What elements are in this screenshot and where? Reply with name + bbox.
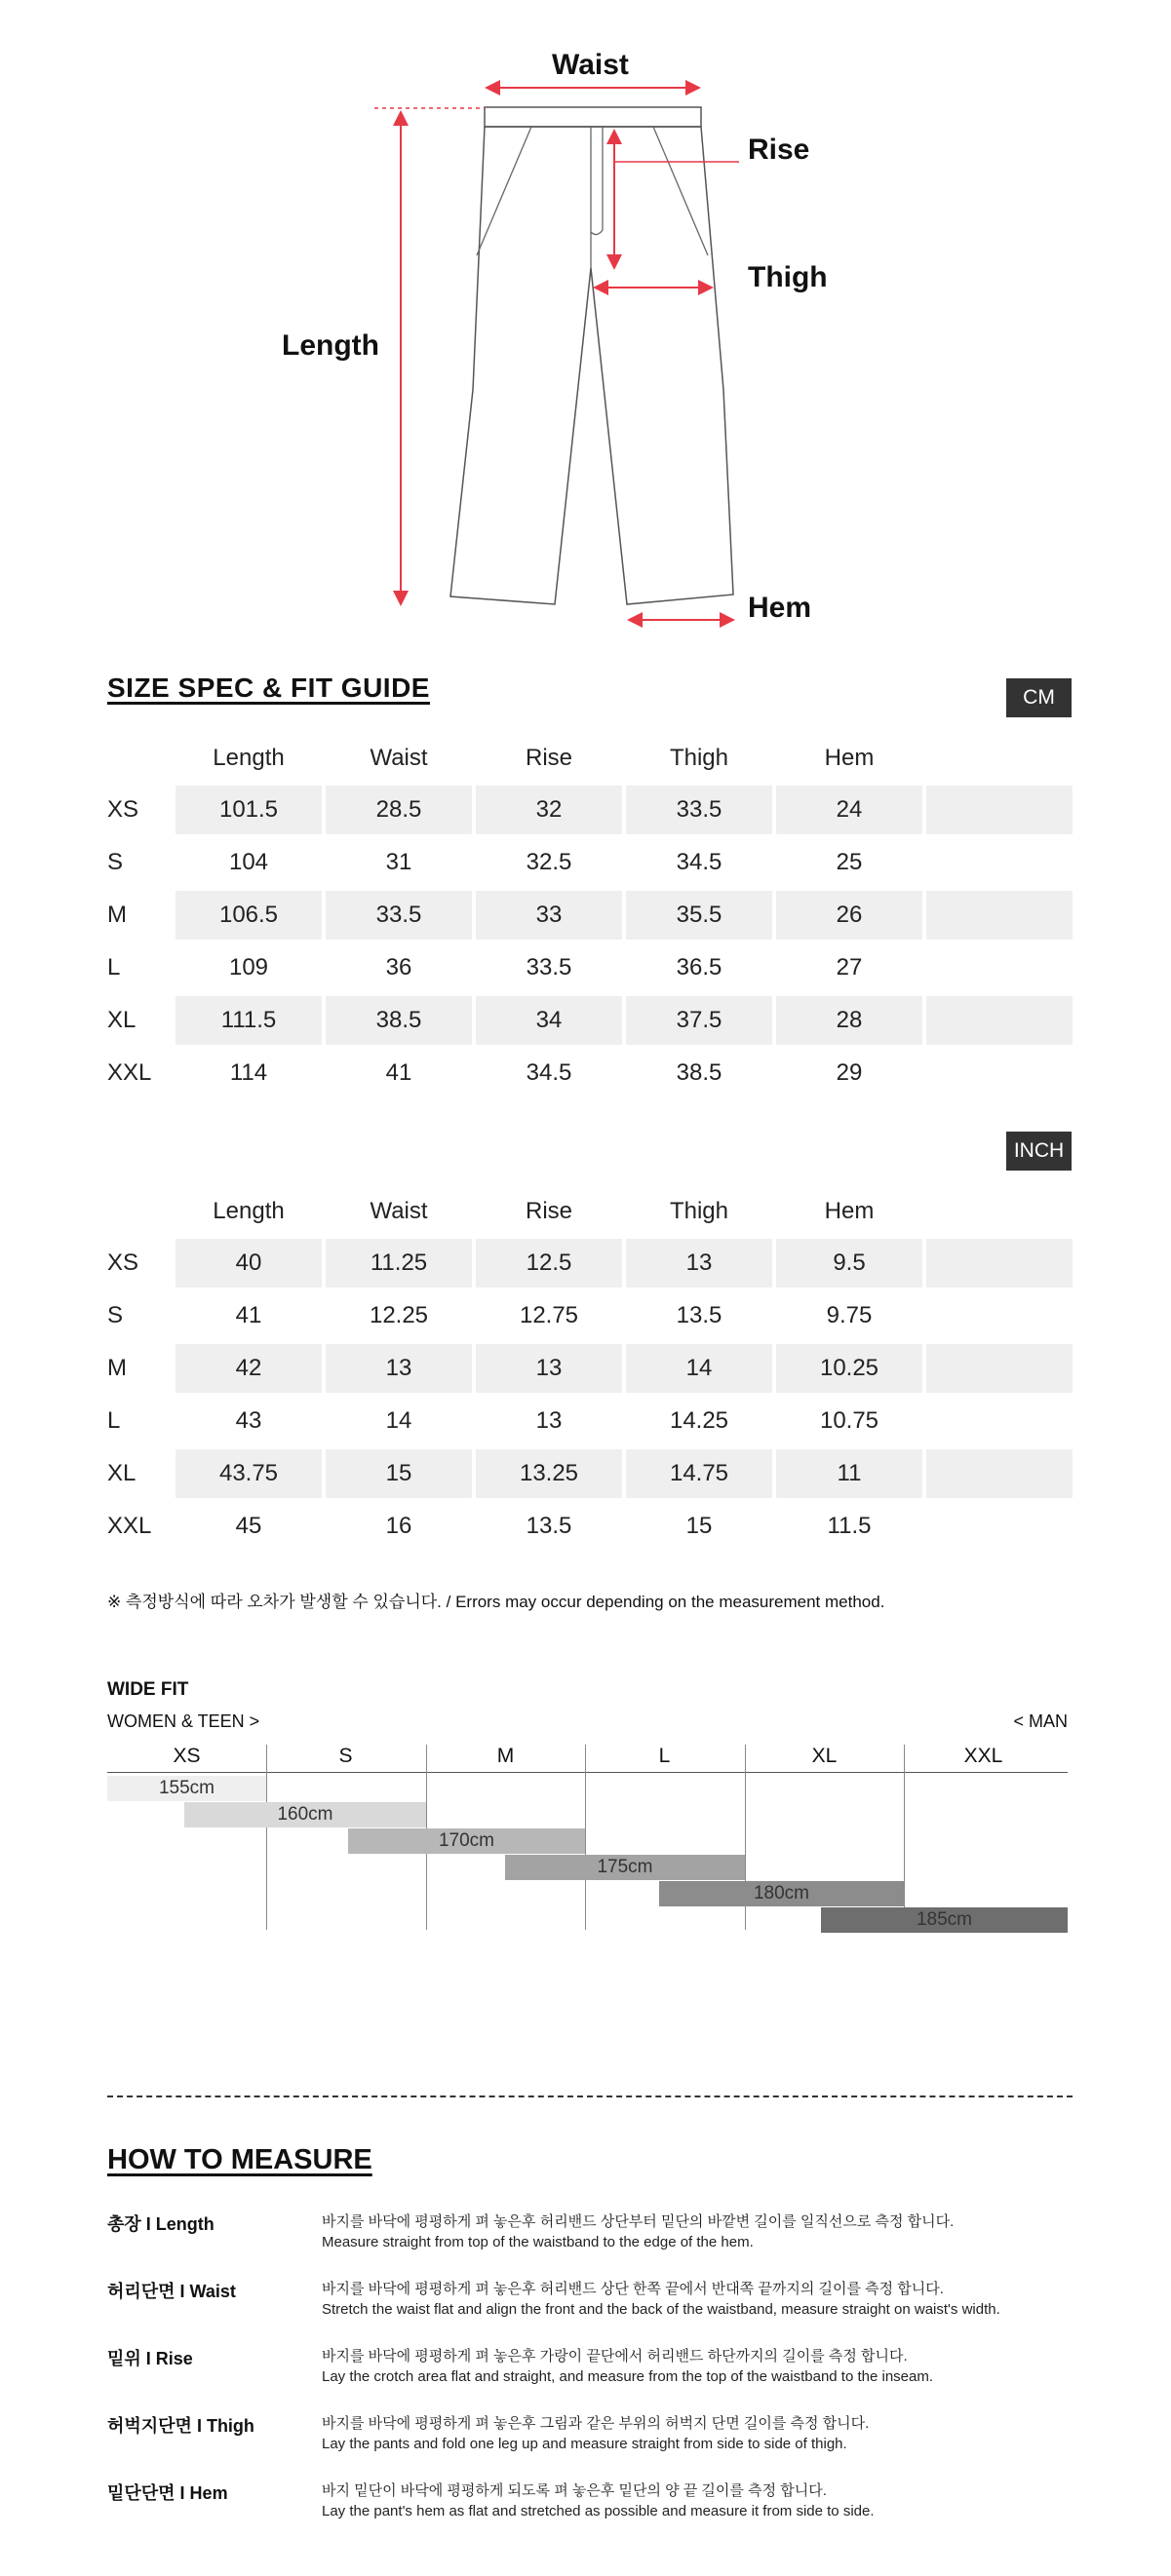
pants-illustration [0,0,1171,643]
column-header [926,1192,1073,1231]
fit-axis-line [107,1772,1068,1773]
table-cell: 37.5 [626,996,772,1045]
table-cell: 101.5 [176,786,322,834]
measure-label: 허벅지단면 I Thigh [107,2416,254,2436]
table-cell: 14.75 [626,1449,772,1498]
table-cell: 31 [385,849,412,875]
measure-item-hem [107,2480,1073,2528]
table-row [107,1049,1073,1097]
measure-desc-ko: 바지를 바닥에 평평하게 펴 놓은후 그림과 같은 부위의 허벅지 단면 길이를 측정 합니다. [322,2415,870,2432]
size-spec-title: SIZE SPEC & FIT GUIDE [107,673,430,703]
waist-label: Waist [552,49,629,81]
table-cell: 25 [836,849,863,875]
table-cell: 109 [228,954,269,980]
table-cell: 38.5 [676,1059,722,1086]
table-cell [926,1049,1073,1097]
pants-measurement-diagram [0,0,1171,643]
fit-height-bar: 175cm [505,1855,745,1880]
measure-desc-ko: 바지를 바닥에 평평하게 펴 놓은후 허리밴드 상단 한쪽 끝에서 반대쪽 끝까지의 길이를 측정 합니다. [322,2281,944,2297]
fit-height-bar: 170cm [348,1828,585,1854]
fit-size-label: L [658,1745,671,1767]
column-header: Hem [824,745,875,771]
table-row [107,1239,1073,1288]
measure-desc-en: Lay the crotch area flat and straight, and measure from the top of the waistband to the inseam. [322,2368,934,2385]
table-cell [926,943,1073,992]
table-cell: 12.75 [519,1302,579,1328]
table-cell: 36 [385,954,412,980]
fit-size-label: XL [811,1745,838,1767]
table-cell: 12.25 [369,1302,429,1328]
table-cell: 27 [836,954,863,980]
size-label: XXL [107,1513,152,1539]
size-table-inch [107,1192,1073,1562]
measure-label: 밑위 I Rise [107,2349,193,2368]
measure-desc-en: Measure straight from top of the waistband to the edge of the hem. [322,2234,754,2250]
fit-divider [266,1745,267,1930]
table-cell: 33.5 [326,891,472,940]
table-cell: 33.5 [526,954,572,980]
table-cell: 35.5 [626,891,772,940]
size-label: XL [107,1007,137,1033]
fit-title: WIDE FIT [107,1679,189,1700]
pants-outline [450,127,733,604]
size-table-cm [107,739,1073,1109]
table-cell: 13.25 [476,1449,622,1498]
table-cell: 36.5 [676,954,722,980]
measure-label: 허리단면 I Waist [107,2282,236,2301]
column-header: Length [213,745,285,771]
table-cell: 9.75 [826,1302,873,1328]
table-cell [926,1397,1073,1445]
size-label: S [107,1302,124,1328]
table-cell: 10.25 [776,1344,922,1393]
section-divider [107,2095,1073,2097]
unit-badge-cm: CM [1006,678,1072,717]
table-cell: 41 [235,1302,262,1328]
table-cell: 24 [776,786,922,834]
table-cell: 10.75 [819,1407,879,1434]
table-cell: 38.5 [326,996,472,1045]
fit-left-label: WOMEN & TEEN > [107,1711,260,1731]
table-cell: 13 [476,1344,622,1393]
column-header: Waist [370,745,428,771]
table-cell: 34.5 [676,849,722,875]
table-cell: 28.5 [326,786,472,834]
table-cell: 16 [385,1513,412,1539]
table-cell: 11.5 [827,1513,872,1539]
how-to-measure-title: HOW TO MEASURE [107,2144,372,2175]
measure-item-length [107,2211,1073,2259]
table-cell: 15 [685,1513,713,1539]
measure-desc-en: Stretch the waist flat and align the front and the back of the waistband, measure straight on waist's width. [322,2301,1000,2318]
table-row [107,996,1073,1045]
fit-height-bar: 180cm [659,1881,904,1906]
size-label: M [107,902,127,928]
measure-desc-ko: 바지 밑단이 바닥에 평평하게 되도록 펴 놓은후 밑단의 양 끝 길이를 측정 합니다. [322,2482,827,2499]
table-cell: 11.25 [326,1239,472,1288]
table-cell: 33 [476,891,622,940]
table-cell: 33.5 [626,786,772,834]
measure-label: 총장 I Length [107,2214,215,2234]
waistband [485,107,701,127]
table-cell: 9.5 [776,1239,922,1288]
table-cell: 28 [776,996,922,1045]
measure-desc-en: Lay the pant's hem as flat and stretched as possible and measure it from side to side. [322,2503,875,2519]
table-cell [926,1239,1073,1288]
table-cell: 13 [535,1407,563,1434]
table-cell: 11 [776,1449,922,1498]
table-row [107,891,1073,940]
table-cell: 106.5 [176,891,322,940]
measurement-note: ※ 측정방식에 따라 오차가 발생할 수 있습니다. / Errors may occur depending on the measurement method. [107,1593,885,1611]
table-row [107,943,1073,992]
measure-desc-en: Lay the pants and fold one leg up and measure straight from side to side of thigh. [322,2436,847,2452]
table-cell [926,891,1073,940]
size-label: XL [107,1460,137,1486]
table-row [107,1291,1073,1340]
table-cell: 14.25 [669,1407,729,1434]
column-header [926,739,1073,778]
measure-desc-ko: 바지를 바닥에 평평하게 펴 놓은후 허리밴드 상단부터 밑단의 바깥변 길이를 일직선으로 측정 합니다. [322,2213,955,2230]
table-cell: 26 [776,891,922,940]
table-cell [926,1449,1073,1498]
unit-badge-inch: INCH [1006,1132,1072,1171]
table-cell: 104 [228,849,269,875]
table-row [107,1344,1073,1393]
table-cell: 15 [326,1449,472,1498]
table-row [107,1449,1073,1498]
measure-label: 밑단단면 I Hem [107,2483,228,2503]
table-cell: 13.5 [526,1513,572,1539]
fit-size-label: XXL [963,1745,1003,1767]
size-label: L [107,954,121,980]
table-cell: 111.5 [176,996,322,1045]
table-row [107,1502,1073,1551]
table-cell [926,1291,1073,1340]
fit-height-bar: 155cm [107,1776,266,1801]
fit-right-label: < MAN [1013,1711,1068,1731]
fit-divider [585,1745,586,1930]
table-cell [926,838,1073,887]
table-cell: 40 [176,1239,322,1288]
column-header: Hem [824,1198,875,1224]
size-label: M [107,1355,127,1381]
fit-size-label: S [338,1745,353,1767]
table-row [107,786,1073,834]
measure-item-waist [107,2278,1073,2326]
table-cell: 13.5 [676,1302,722,1328]
table-cell: 34 [476,996,622,1045]
measure-item-thigh [107,2412,1073,2461]
table-cell: 12.5 [476,1239,622,1288]
table-cell [926,1344,1073,1393]
table-cell: 32 [476,786,622,834]
table-cell: 14 [626,1344,772,1393]
column-header: Rise [525,745,572,771]
column-header: Rise [525,1198,572,1224]
length-label: Length [282,329,379,362]
size-label: XS [107,796,139,823]
table-cell [926,996,1073,1045]
measure-desc-ko: 바지를 바닥에 평평하게 펴 놓은후 가랑이 끝단에서 허리밴드 하단까지의 길이를 측정 합니다. [322,2348,908,2365]
fit-height-bar: 160cm [184,1802,426,1827]
table-cell: 13 [626,1239,772,1288]
table-row [107,838,1073,887]
thigh-label: Thigh [748,261,828,293]
size-label: S [107,849,124,875]
table-cell [926,1502,1073,1551]
table-cell: 41 [385,1059,412,1086]
table-cell: 14 [385,1407,412,1434]
measure-item-rise [107,2345,1073,2394]
column-header: Thigh [669,745,729,771]
table-cell: 45 [235,1513,262,1539]
table-cell: 34.5 [526,1059,572,1086]
table-cell: 43 [235,1407,262,1434]
size-label: XXL [107,1059,152,1086]
hem-label: Hem [748,592,812,624]
column-header: Thigh [669,1198,729,1224]
column-header: Length [213,1198,285,1224]
rise-label: Rise [748,134,810,166]
table-cell: 13 [326,1344,472,1393]
table-cell: 42 [176,1344,322,1393]
fit-size-label: M [496,1745,515,1767]
fit-height-bar: 185cm [821,1907,1068,1933]
size-label: L [107,1407,121,1434]
fit-size-label: XS [173,1745,201,1767]
table-cell [926,786,1073,834]
table-cell: 29 [836,1059,863,1086]
table-row [107,1397,1073,1445]
column-header: Waist [370,1198,428,1224]
fit-divider [904,1745,905,1930]
size-label: XS [107,1250,139,1276]
table-cell: 32.5 [526,849,572,875]
table-cell: 114 [229,1059,268,1086]
table-cell: 43.75 [176,1449,322,1498]
